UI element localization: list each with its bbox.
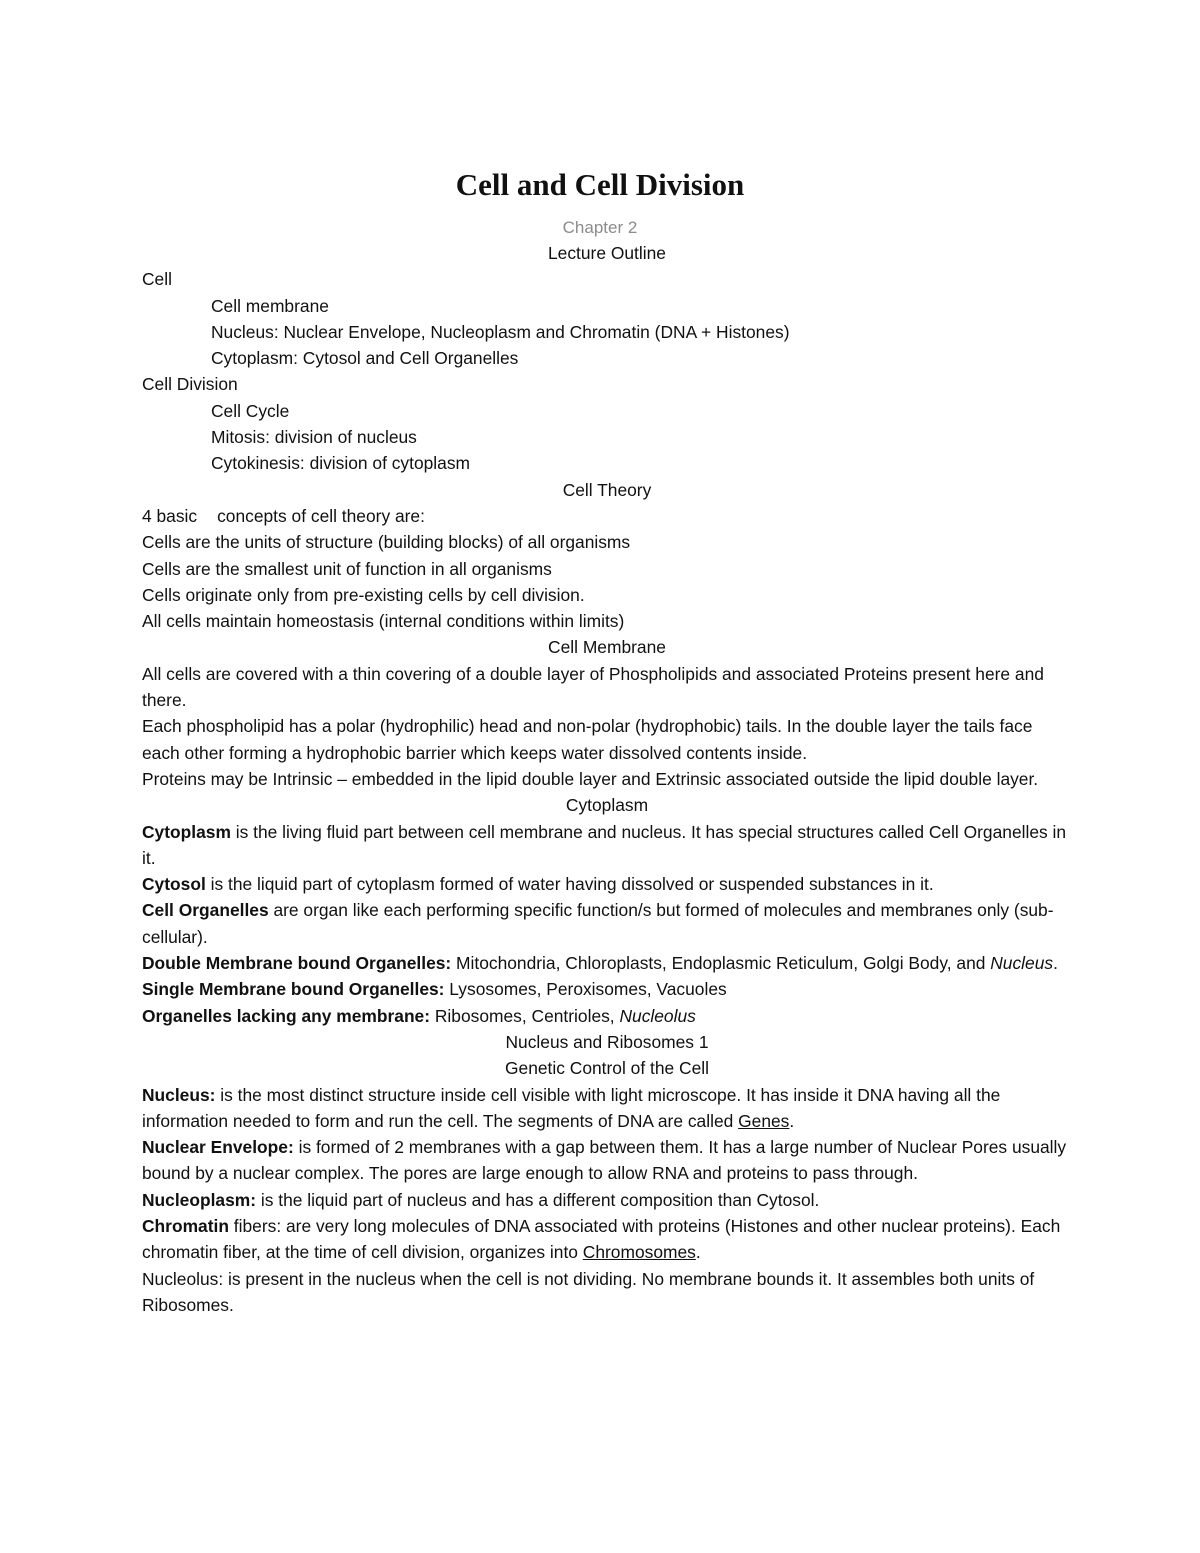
- nucleus-paragraph: [142, 1213, 1072, 1266]
- definition: fibers: are very long molecules of DNA associated with proteins (Histones and other nuclear proteins). Each chromatin fiber, at the time of cell division, organizes into: [142, 1215, 1061, 1263]
- section-heading-cell-theory: Cell Theory: [562, 479, 652, 500]
- punctuation: .: [1053, 953, 1058, 974]
- intro-part: 4 basic: [142, 505, 198, 526]
- outline-cell: Cell: [142, 269, 172, 290]
- punctuation: .: [695, 1242, 701, 1263]
- membrane-paragraph: All cells are covered with a thin covering of a double layer of Phospholipids and associated Proteins present here and there.: [142, 663, 1044, 711]
- outline-cell-item: Cytoplasm: Cytosol and Cell Organelles: [211, 348, 519, 369]
- term: Organelles lacking any membrane:: [142, 1005, 431, 1026]
- membrane-paragraph: Each phospholipid has a polar (hydrophilic) head and non-polar (hydrophobic) tails. In the double layer the tails face each other forming a hydrophobic barrier which keeps water dissolved contents inside.: [142, 716, 1033, 763]
- section-heading-cell-membrane: Cell Membrane: [548, 637, 666, 658]
- cytoplasm-paragraph: [142, 1003, 1072, 1029]
- outline-heading: Lecture Outline: [548, 243, 666, 263]
- page-title: Cell and Cell Division: [455, 167, 745, 202]
- definition: is the liquid part of nucleus and has a different composition than Cytosol.: [256, 1189, 820, 1210]
- cytoplasm-paragraph: [142, 871, 1072, 897]
- underlined-term: Genes: [738, 1110, 790, 1131]
- term: Nuclear Envelope:: [142, 1137, 294, 1158]
- term: Cytosol: [142, 874, 206, 895]
- nucleus-paragraph: Nucleolus: is present in the nucleus when the cell is not dividing. No membrane bounds it. It assembles both units of Ribosomes.: [142, 1268, 1035, 1315]
- cytoplasm-paragraph: [142, 976, 1072, 1002]
- outline-division-item: Cytokinesis: division of cytoplasm: [211, 453, 471, 474]
- outline-cell-item: Nucleus: Nuclear Envelope, Nucleoplasm and Chromatin (DNA + Histones): [211, 321, 790, 342]
- document-body: [142, 240, 1072, 1318]
- section-heading-nucleus: Nucleus and Ribosomes 1: [505, 1031, 709, 1052]
- term: Single Membrane bound Organelles:: [142, 979, 445, 1000]
- membrane-paragraph: Proteins may be Intrinsic – embedded in the lipid double layer and Extrinsic associated outside the lipid double layer.: [142, 768, 1039, 789]
- term: Chromatin: [142, 1215, 229, 1236]
- definition: is the most distinct structure inside cell visible with light microscope. It has inside it DNA having all the information needed to form and run the cell. The segments of DNA are called: [142, 1084, 1001, 1131]
- definition: are organ like each performing specific function/s but formed of molecules and membranes only (sub-cellular).: [142, 900, 1054, 947]
- definition: is formed of 2 membranes with a gap between them. It has a large number of Nuclear Pores usually bound by a nuclear complex. The pores are large enough to allow RNA and proteins to pass through.: [142, 1137, 1067, 1184]
- cytoplasm-paragraph: [142, 897, 1072, 950]
- outline-cell-item: Cell membrane: [211, 295, 329, 316]
- cell-theory-point: Cells originate only from pre-existing cells by cell division.: [142, 584, 585, 605]
- term: Double Membrane bound Organelles:: [142, 953, 452, 974]
- term: Nucleus:: [142, 1084, 216, 1105]
- punctuation: .: [789, 1110, 795, 1131]
- underlined-term: Chromosomes: [582, 1242, 696, 1263]
- nucleus-paragraph: [142, 1082, 1072, 1135]
- cell-theory-point: Cells are the units of structure (building blocks) of all organisms: [142, 532, 631, 553]
- definition: is the liquid part of cytoplasm formed of water having dissolved or suspended substances in it.: [205, 874, 934, 895]
- definition: Ribosomes, Centrioles,: [430, 1005, 620, 1026]
- definition: Lysosomes, Peroxisomes, Vacuoles: [444, 979, 727, 1000]
- section-subheading-genetic-control: Genetic Control of the Cell: [505, 1058, 709, 1079]
- cell-theory-intro: [142, 503, 1072, 529]
- outline-division-item: Cell Cycle: [211, 400, 290, 421]
- nucleus-paragraph: [142, 1187, 1072, 1213]
- cell-theory-point: Cells are the smallest unit of function in all organisms: [142, 558, 552, 579]
- page-subtitle: Chapter 2: [562, 218, 638, 237]
- definition: is the living fluid part between cell membrane and nucleus. It has special structures called Cell Organelles in it.: [142, 821, 1067, 868]
- outline-division: Cell Division: [142, 374, 238, 395]
- cytoplasm-paragraph: [142, 819, 1072, 872]
- nucleus-paragraph: [142, 1134, 1072, 1187]
- term: Cytoplasm: [142, 821, 231, 842]
- italic-term: Nucleus: [990, 953, 1054, 974]
- cytoplasm-paragraph: [142, 950, 1072, 976]
- outline-division-item: Mitosis: division of nucleus: [211, 427, 417, 448]
- intro-part: concepts of cell theory are:: [217, 505, 425, 526]
- cell-theory-point: All cells maintain homeostasis (internal conditions within limits): [142, 611, 625, 632]
- section-heading-cytoplasm: Cytoplasm: [565, 795, 649, 816]
- definition: Mitochondria, Chloroplasts, Endoplasmic Reticulum, Golgi Body, and: [451, 953, 991, 974]
- italic-term: Nucleolus: [619, 1005, 696, 1026]
- term: Nucleoplasm:: [142, 1189, 257, 1210]
- term: Cell Organelles: [142, 900, 269, 921]
